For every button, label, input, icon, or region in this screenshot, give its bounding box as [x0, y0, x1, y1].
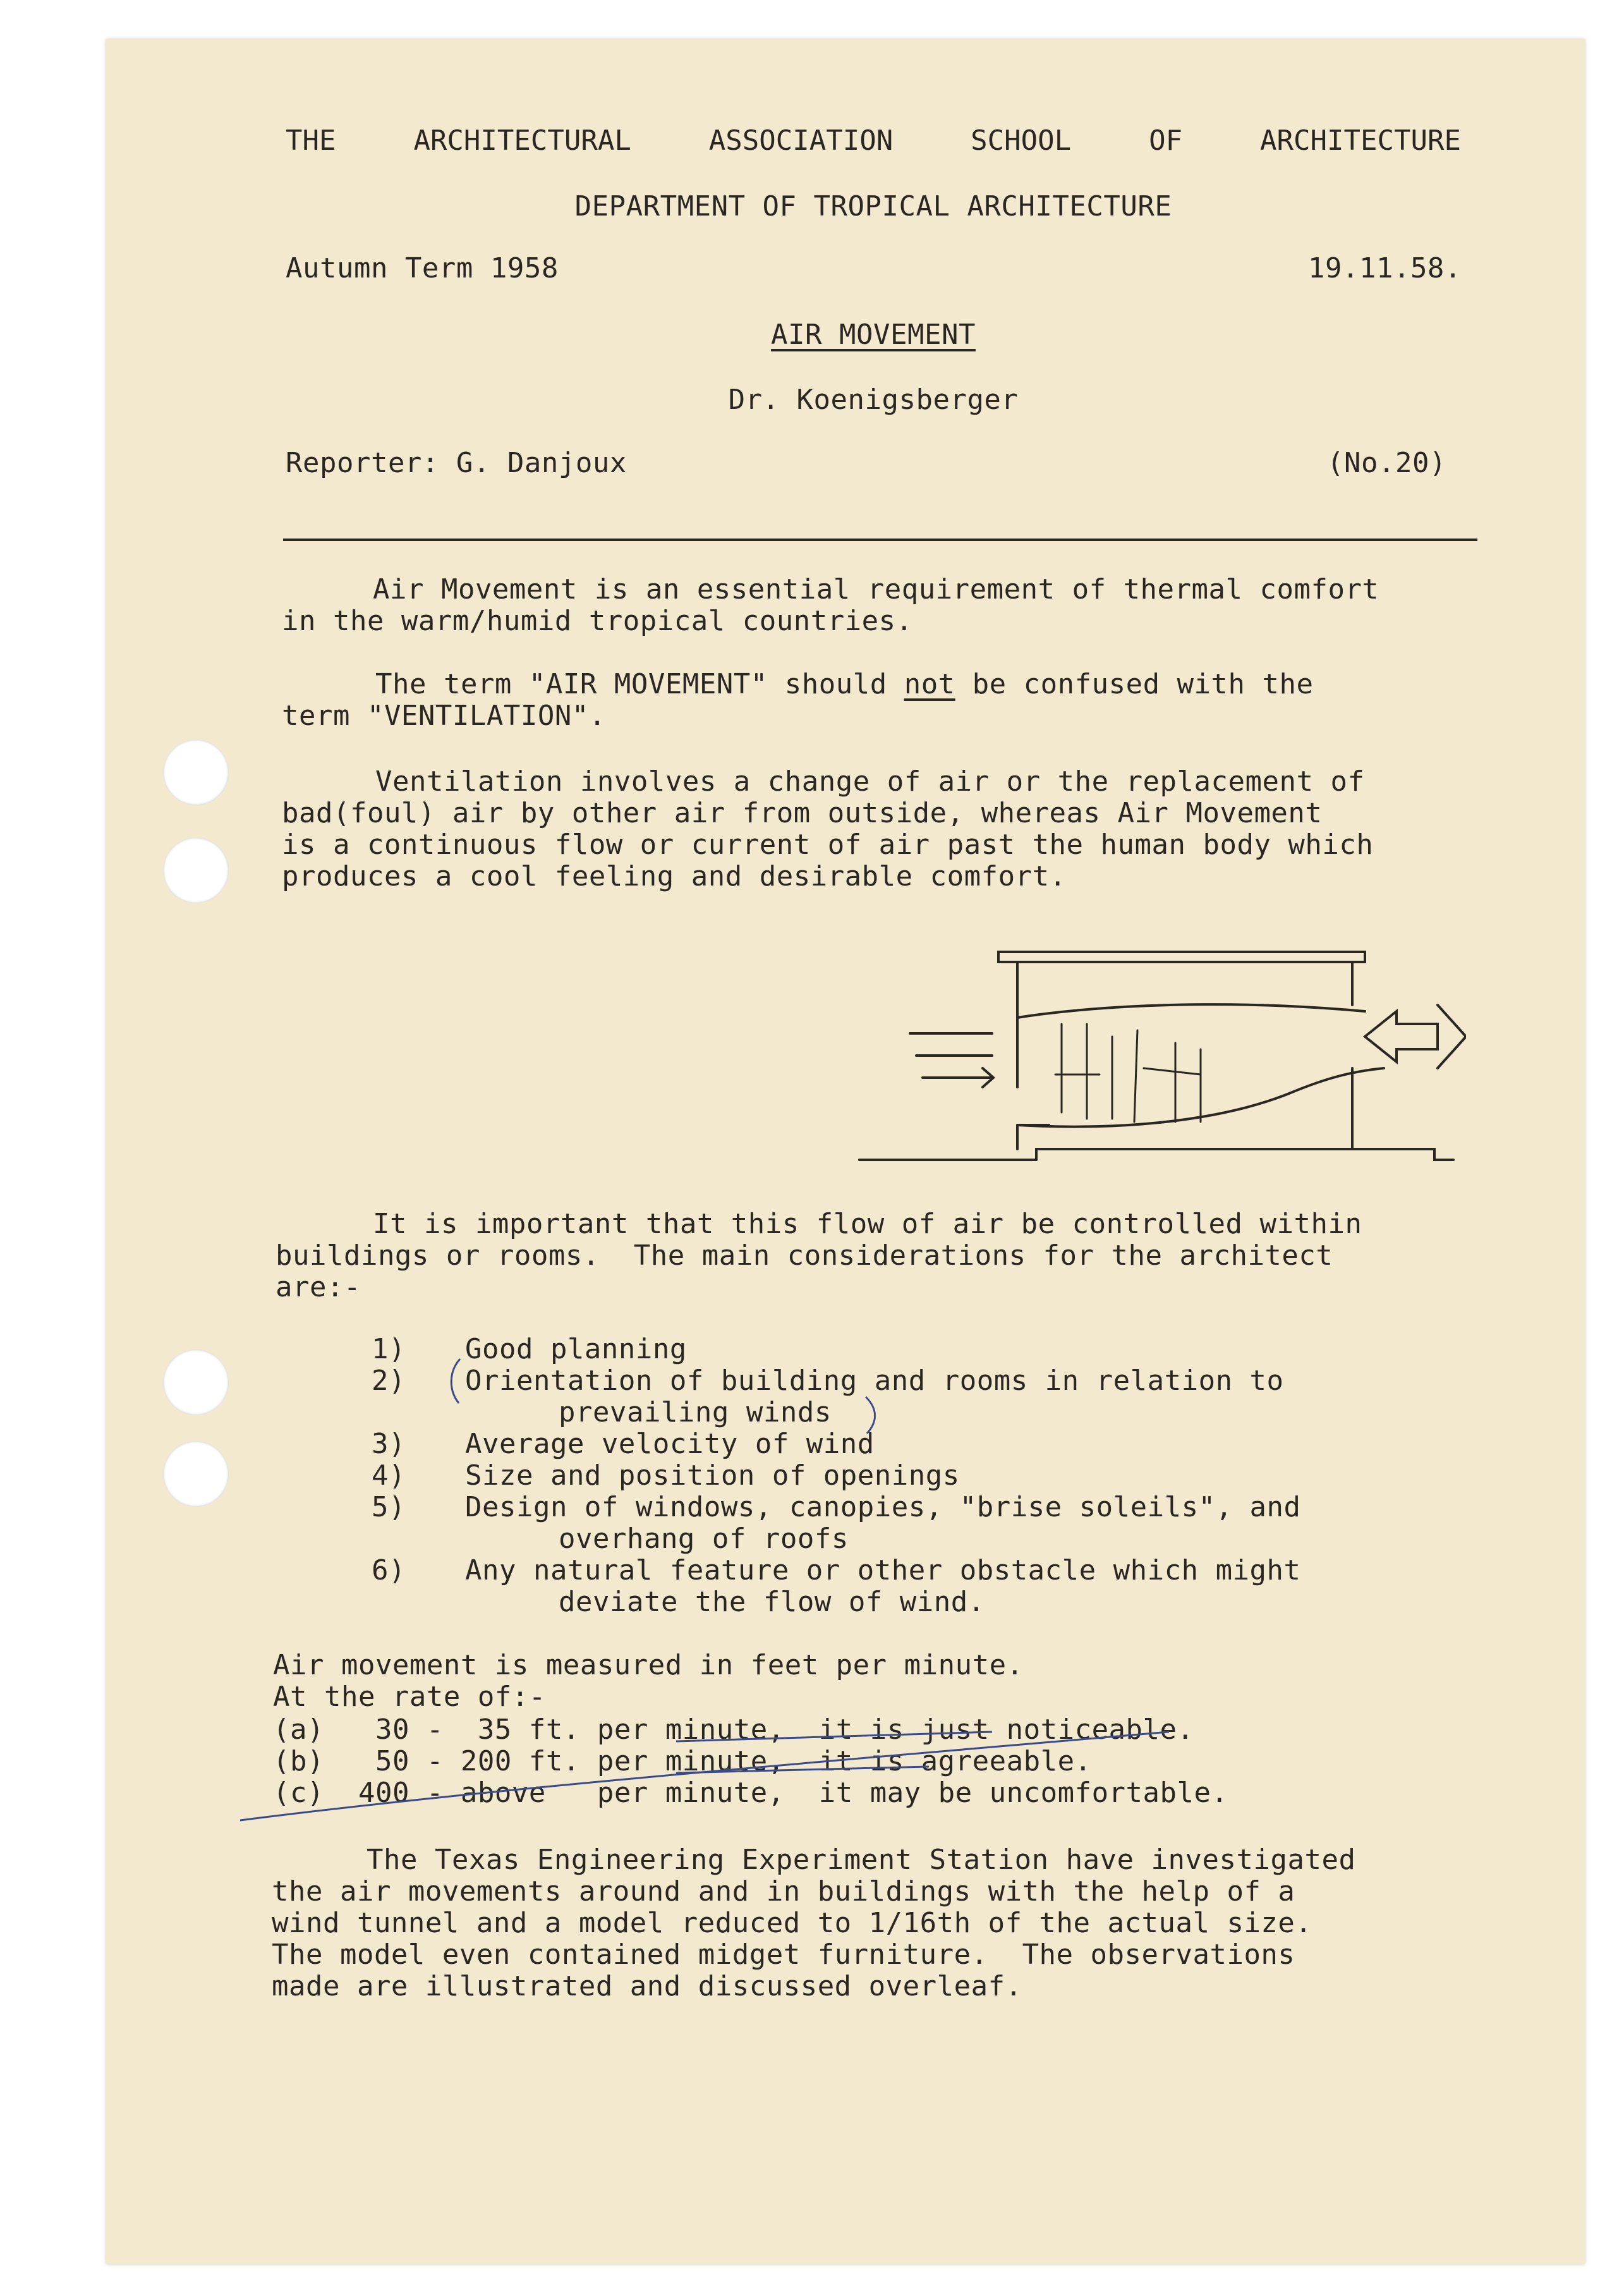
list-item: Size and position of openings — [465, 1459, 960, 1492]
outgoing-wind-arrow — [1365, 1011, 1438, 1062]
rate-text: 30 - 35 ft. per minute, it is just noticeable. — [341, 1714, 1194, 1746]
para4-line: buildings or rooms. The main considerations for the architect — [276, 1239, 1333, 1272]
rate-label: (c) — [273, 1777, 324, 1809]
para3-line: produces a cool feeling and desirable comfort. — [282, 860, 1067, 892]
school-word: THE — [286, 125, 336, 157]
school-heading — [286, 125, 1461, 157]
para5-line: The Texas Engineering Experiment Station have investigated — [367, 1844, 1356, 1876]
ground-line — [859, 1149, 1453, 1160]
para5-line: The model even contained midget furniture. The observations — [272, 1939, 1295, 1971]
para1-line: in the warm/humid tropical countries. — [282, 605, 913, 637]
para1-line: Air Movement is an essential requirement of thermal comfort — [373, 573, 1379, 606]
list-number: 4) — [372, 1459, 406, 1492]
school-word: ARCHITECTURAL — [413, 125, 631, 157]
school-word: SCHOOL — [971, 125, 1072, 157]
punch-hole — [163, 1349, 229, 1415]
list-item: Design of windows, canopies, "brise soleils", and — [465, 1491, 1301, 1523]
list-item: Orientation of building and rooms in relation to — [465, 1365, 1284, 1397]
list-number: 6) — [372, 1554, 406, 1586]
para4-line: are:- — [276, 1271, 361, 1303]
rate-text: 50 - 200 ft. per minute, it is agreeable. — [341, 1745, 1092, 1777]
outgoing-wind-arrowhead — [1438, 1005, 1466, 1068]
para4-line: It is important that this flow of air be controlled within — [373, 1208, 1362, 1240]
furniture-figures — [1055, 1068, 1201, 1075]
air-flow-sketch — [847, 942, 1466, 1176]
list-item-continued: prevailing winds — [559, 1396, 832, 1428]
school-word: ASSOCIATION — [708, 125, 894, 157]
para5-line: made are illustrated and discussed overleaf. — [272, 1970, 1022, 2002]
term-label: Autumn Term 1958 — [286, 252, 559, 284]
list-item-continued: overhang of roofs — [559, 1523, 849, 1555]
measure-line: Air movement is measured in feet per minute. — [273, 1649, 1024, 1681]
incoming-wind-lines — [910, 1033, 992, 1078]
lecturer-name: Dr. Koenigsberger — [728, 384, 1019, 416]
list-item: Good planning — [465, 1333, 687, 1365]
date-label: 19.11.58. — [1308, 252, 1462, 284]
school-word: OF — [1149, 125, 1183, 157]
para2-line: term "VENTILATION". — [282, 700, 606, 732]
list-item-continued: deviate the flow of wind. — [559, 1586, 985, 1618]
para3-line: bad(foul) air by other air from outside, whereas Air Movement — [282, 797, 1323, 829]
measure-line: At the rate of:- — [273, 1681, 546, 1713]
header-divider — [283, 539, 1477, 541]
para2-line — [375, 669, 1313, 700]
list-number: 5) — [372, 1491, 406, 1523]
list-item: Any natural feature or other obstacle which might — [465, 1554, 1301, 1586]
left-wall — [1017, 962, 1049, 1149]
list-item: Average velocity of wind — [465, 1428, 875, 1460]
pen-bracket-marks — [442, 1353, 897, 1435]
rate-label: (b) — [273, 1745, 324, 1777]
document-title: AIR MOVEMENT — [771, 319, 976, 351]
department-heading: DEPARTMENT OF TROPICAL ARCHITECTURE — [574, 190, 1172, 222]
reporter-label: Reporter: G. Danjoux — [286, 447, 627, 479]
para5-line: wind tunnel and a model reduced to 1/16th of the actual size. — [272, 1907, 1312, 1939]
list-number: 1) — [372, 1333, 406, 1365]
roof-slab — [998, 952, 1365, 962]
punch-hole — [163, 1441, 229, 1507]
list-number: 3) — [372, 1428, 406, 1460]
para2-text: The term "AIR MOVEMENT" should — [375, 668, 904, 700]
rate-label: (a) — [273, 1714, 324, 1746]
list-number: 2) — [372, 1365, 406, 1397]
para5-line: the air movements around and in buildings with the help of a — [272, 1875, 1295, 1908]
punch-hole — [163, 837, 229, 903]
rate-text: 400 - above per minute, it may be uncomfortable. — [341, 1777, 1228, 1809]
emphasis-not: not — [904, 668, 955, 700]
punch-hole — [163, 740, 229, 805]
pen-strike-marks — [234, 1707, 1182, 1833]
school-word: ARCHITECTURE — [1260, 125, 1461, 157]
para2-text: be confused with the — [955, 668, 1314, 700]
para3-line: is a continuous flow or current of air past the human body which — [282, 829, 1374, 861]
document-number: (No.20) — [1327, 447, 1446, 479]
para3-line: Ventilation involves a change of air or the replacement of — [375, 765, 1365, 798]
